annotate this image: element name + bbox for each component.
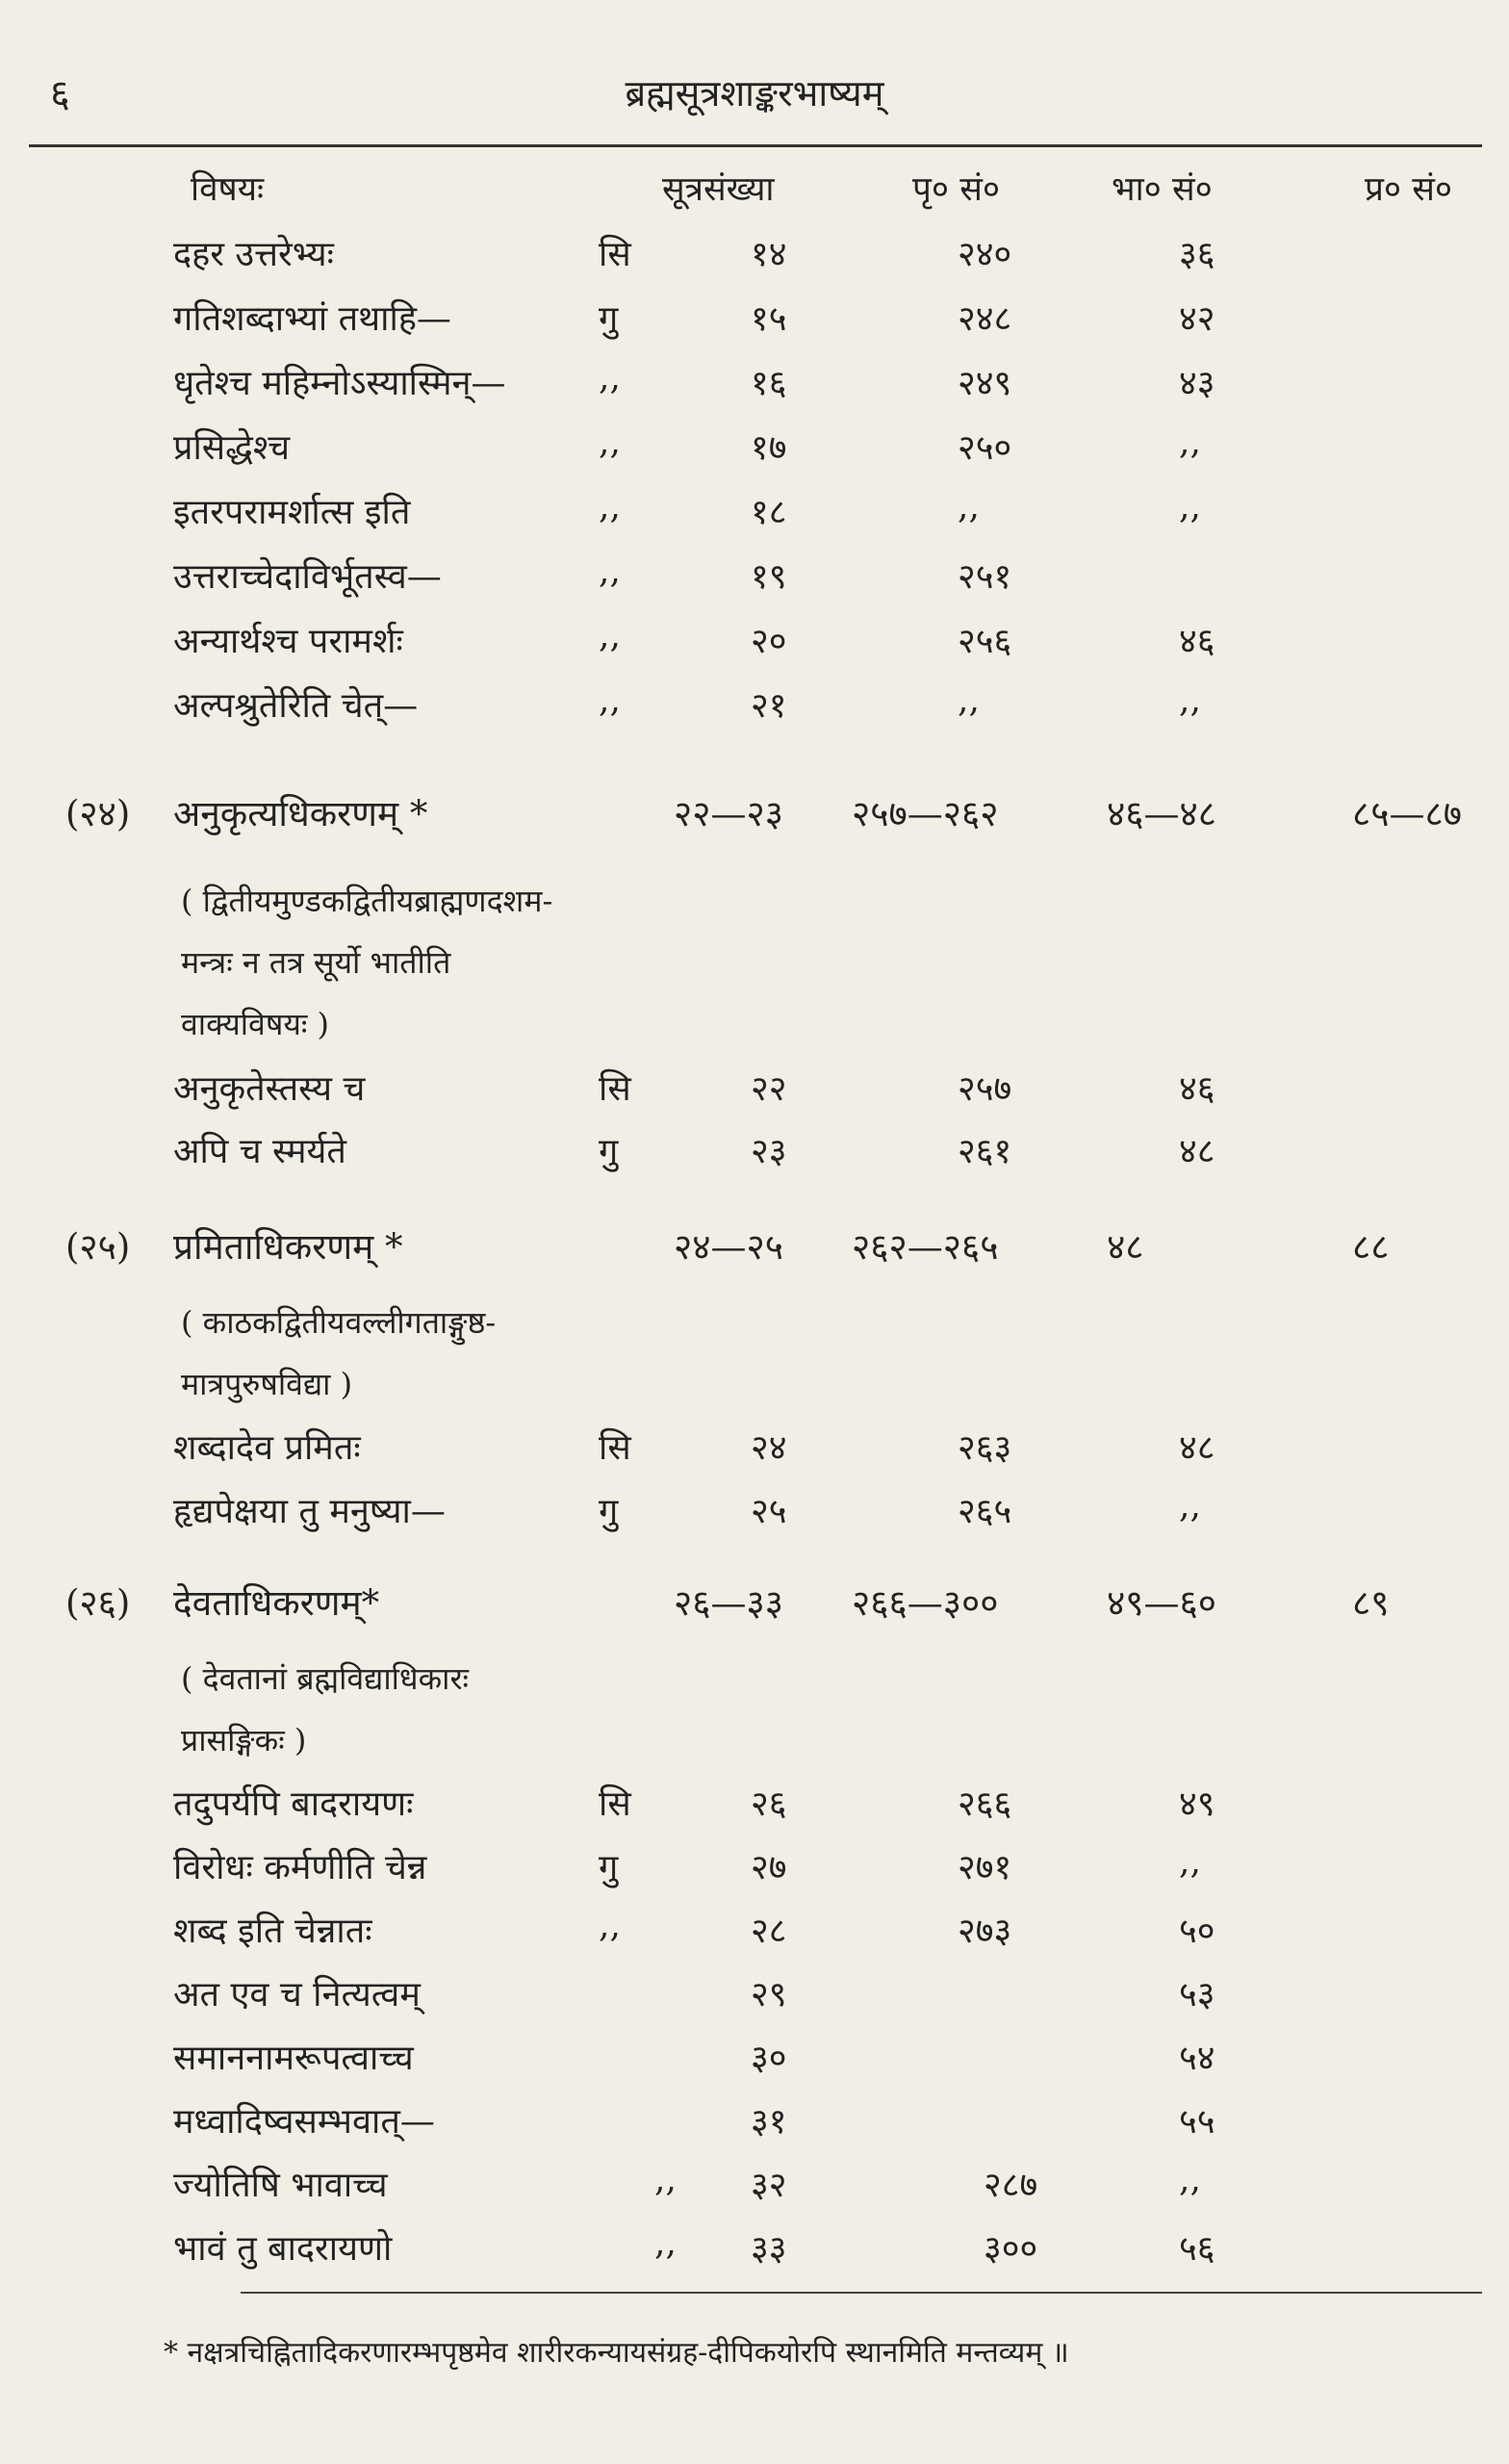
row-sutra: १७: [751, 428, 787, 468]
row-bhaga: ५५: [1179, 2102, 1215, 2142]
section-note-line: मन्त्रः न तत्र सूर्यो भातीति: [181, 944, 451, 981]
running-title: ब्रह्मसूत्रशाङ्करभाष्यम्: [625, 72, 884, 115]
section-bhaga-range: ४६—४८: [1107, 793, 1216, 834]
row-sutra: २२: [751, 1069, 787, 1109]
sutra-row: [0, 1906, 1509, 1956]
header-pra: प्र० सं०: [1365, 170, 1453, 209]
row-bhaga: ३६: [1179, 235, 1215, 274]
row-text: गतिशब्दाभ्यां तथाहि—: [173, 299, 451, 339]
row-bhaga: ५४: [1179, 2039, 1215, 2078]
sutra-row: [0, 552, 1509, 602]
row-sutra: २५: [751, 1492, 787, 1531]
header-sutra: सूत्रसंख्या: [662, 170, 775, 209]
row-bhaga: ,,: [1179, 487, 1201, 526]
sutra-row: [0, 1064, 1509, 1114]
row-text: शब्दादेव प्रमितः: [173, 1428, 361, 1468]
row-page: २८७: [984, 2166, 1038, 2205]
section-note-line: वाक्यविषयः ): [181, 1006, 330, 1042]
row-page: २७३: [958, 1912, 1012, 1951]
row-text: भावं तु बादरायणो: [173, 2229, 393, 2269]
row-mark: ,,: [599, 358, 621, 398]
row-page: ३००: [984, 2229, 1038, 2269]
row-text: तदुपर्यपि बादरायणः: [173, 1784, 414, 1824]
row-page: २६६: [958, 1784, 1012, 1824]
section-note-line: ( काठकद्वितीयवल्लीगताङ्गुष्ठ-: [181, 1304, 497, 1341]
row-mark: गु: [599, 1132, 619, 1171]
row-text: इतरपरामर्शात्स इति: [173, 493, 411, 532]
row-mark: ,,: [599, 680, 621, 720]
row-mark: सि: [599, 1784, 631, 1824]
row-bhaga: ४३: [1179, 364, 1215, 403]
footnote-rule: [241, 2292, 1482, 2294]
section-note-line: ( द्वितीयमुण्डकद्वितीयब्राह्मणदशम-: [181, 883, 553, 919]
section-sutra-range: २२—२३: [674, 793, 783, 834]
section-note-line: ( देवतानां ब्रह्मविद्याधिकारः: [181, 1660, 470, 1697]
row-page: २५०: [958, 428, 1012, 468]
row-mark: सि: [599, 235, 631, 274]
sutra-row: [0, 2160, 1509, 2210]
sutra-row: [0, 1779, 1509, 1829]
row-mark: गु: [599, 1848, 619, 1887]
row-text: अनुकृतेस्तस्य च: [173, 1069, 366, 1109]
row-sutra: ३०: [751, 2039, 787, 2078]
row-text: अल्पश्रुतेरिति चेत्—: [173, 686, 419, 726]
row-bhaga: ,,: [1179, 1842, 1201, 1882]
top-rule: [29, 144, 1482, 147]
row-page: २६१: [958, 1132, 1012, 1171]
row-sutra: १५: [751, 299, 787, 339]
row-bhaga: ४८: [1179, 1428, 1215, 1468]
row-mark: गु: [599, 1492, 619, 1531]
row-page: २५१: [958, 557, 1012, 597]
section-pra-range: ८९: [1352, 1582, 1390, 1624]
sutra-row: [0, 358, 1509, 408]
sutra-row: [0, 2096, 1509, 2146]
section-page-range: २६२—२६५: [852, 1226, 999, 1268]
section-title: अनुकृत्यधिकरणम् *: [173, 793, 428, 834]
row-page: २६५: [958, 1492, 1012, 1531]
row-bhaga: ,,: [1179, 423, 1201, 462]
row-sutra: २१: [751, 686, 787, 726]
row-sutra: ३३: [751, 2229, 787, 2269]
row-page: २५७: [958, 1069, 1012, 1109]
row-text: ज्योतिषि भावाच्च: [173, 2166, 388, 2205]
sutra-row: [0, 2033, 1509, 2083]
row-sutra: १४: [751, 235, 787, 274]
row-text: हृद्यपेक्षया तु मनुष्या—: [173, 1492, 446, 1531]
row-bhaga: ५६: [1179, 2229, 1215, 2269]
row-bhaga: ४८: [1179, 1132, 1215, 1171]
sutra-row: [0, 1423, 1509, 1473]
row-mark: सि: [599, 1069, 631, 1109]
sutra-row: [0, 1842, 1509, 1892]
row-text: अन्यार्थश्च परामर्शः: [173, 622, 403, 661]
row-page: २६३: [958, 1428, 1012, 1468]
row-bhaga: ४६: [1179, 622, 1215, 661]
row-mark: ,,: [599, 1906, 621, 1945]
row-sutra: २८: [751, 1912, 787, 1951]
row-sutra: २४: [751, 1428, 787, 1468]
row-page: ,,: [958, 680, 980, 720]
section-heading-24: [0, 787, 1509, 837]
sutra-row: [0, 680, 1509, 731]
row-bhaga: ४२: [1179, 299, 1215, 339]
row-page: २४०: [958, 235, 1012, 274]
row-sutra: २७: [751, 1848, 787, 1887]
footnote: * नक्षत्रचिह्नितादिकरणारम्भपृष्ठमेव शारीरकन्यायसंग्रह-दीपिकयोरपि स्थानमिति मन्तव्यम् ॥: [164, 2336, 1069, 2370]
row-sutra: २०: [751, 622, 787, 661]
section-bhaga-range: ४८: [1107, 1226, 1144, 1268]
row-page: २७१: [958, 1848, 1012, 1887]
row-mark: ,,: [599, 616, 621, 655]
row-page: २४८: [958, 299, 1012, 339]
row-bhaga: ,,: [1179, 1486, 1201, 1526]
row-sutra: ३१: [751, 2102, 787, 2142]
row-bhaga: ४९: [1179, 1784, 1215, 1824]
row-sutra: १८: [751, 493, 787, 532]
sutra-row: [0, 423, 1509, 473]
row-page: २५६: [958, 622, 1012, 661]
row-sutra: १९: [751, 557, 787, 597]
row-mark: ,,: [654, 2223, 677, 2263]
row-mark: ,,: [599, 552, 621, 591]
section-title: देवताधिकरणम्*: [173, 1582, 380, 1624]
row-page: ,,: [958, 487, 980, 526]
sutra-row: [0, 1969, 1509, 2019]
row-text: समाननामरूपत्वाच्च: [173, 2039, 414, 2078]
section-page-range: २५७—२६२: [852, 793, 999, 834]
section-pra-range: ८८: [1352, 1226, 1390, 1268]
section-number: (२६): [65, 1582, 131, 1624]
row-mark: गु: [599, 299, 619, 339]
section-sutra-range: २४—२५: [674, 1226, 783, 1268]
section-note-line: मात्रपुरुषविद्या ): [181, 1366, 353, 1402]
row-text: प्रसिद्धेश्च: [173, 428, 291, 468]
section-pra-range: ८५—८७: [1352, 793, 1462, 834]
section-heading-25: [0, 1220, 1509, 1270]
row-text: उत्तराच्चेदाविर्भूतस्व—: [173, 557, 442, 597]
sutra-row: [0, 616, 1509, 666]
row-mark: ,,: [599, 423, 621, 462]
row-mark: ,,: [654, 2160, 677, 2199]
sutra-row: [0, 1126, 1509, 1176]
row-bhaga: ५३: [1179, 1975, 1215, 2015]
row-bhaga: ५०: [1179, 1912, 1215, 1951]
section-page-range: २६६—३००: [852, 1582, 999, 1624]
section-heading-26: [0, 1577, 1509, 1627]
row-sutra: २६: [751, 1784, 787, 1824]
row-mark: सि: [599, 1428, 631, 1468]
row-sutra: २३: [751, 1132, 787, 1171]
header-vishaya: विषयः: [191, 170, 265, 209]
sutra-row: [0, 2223, 1509, 2273]
row-mark: ,,: [599, 487, 621, 526]
row-bhaga: ,,: [1179, 2160, 1201, 2199]
row-text: अत एव च नित्यत्वम्: [173, 1975, 421, 2015]
header-bhaga: भा० सं०: [1112, 170, 1213, 209]
sutra-row: [0, 487, 1509, 537]
section-number: (२४): [65, 793, 131, 834]
row-text: अपि च स्मर्यते: [173, 1132, 346, 1171]
sutra-row: [0, 1486, 1509, 1536]
section-title: प्रमिताधिकरणम् *: [173, 1226, 403, 1268]
row-text: दहर उत्तरेभ्यः: [173, 235, 334, 274]
section-bhaga-range: ४९—६०: [1107, 1582, 1216, 1624]
row-bhaga: ४६: [1179, 1069, 1215, 1109]
header-page: पृ० सं०: [912, 170, 1001, 209]
row-sutra: १६: [751, 364, 787, 403]
sutra-row: [0, 229, 1509, 279]
row-text: शब्द इति चेन्नातः: [173, 1912, 372, 1951]
sutra-row: [0, 294, 1509, 344]
row-sutra: २९: [751, 1975, 787, 2015]
row-bhaga: ,,: [1179, 680, 1201, 720]
row-text: मध्वादिष्वसम्भवात्—: [173, 2102, 435, 2142]
row-page: २४९: [958, 364, 1012, 403]
section-number: (२५): [65, 1226, 131, 1268]
page-number: ६: [50, 72, 70, 116]
row-text: धृतेश्च महिम्नोऽस्यास्मिन्—: [173, 364, 506, 403]
section-note-line: प्रासङ्गिकः ): [181, 1722, 307, 1758]
row-text: विरोधः कर्मणीति चेन्न: [173, 1848, 427, 1887]
row-sutra: ३२: [751, 2166, 787, 2205]
section-sutra-range: २६—३३: [674, 1582, 783, 1624]
